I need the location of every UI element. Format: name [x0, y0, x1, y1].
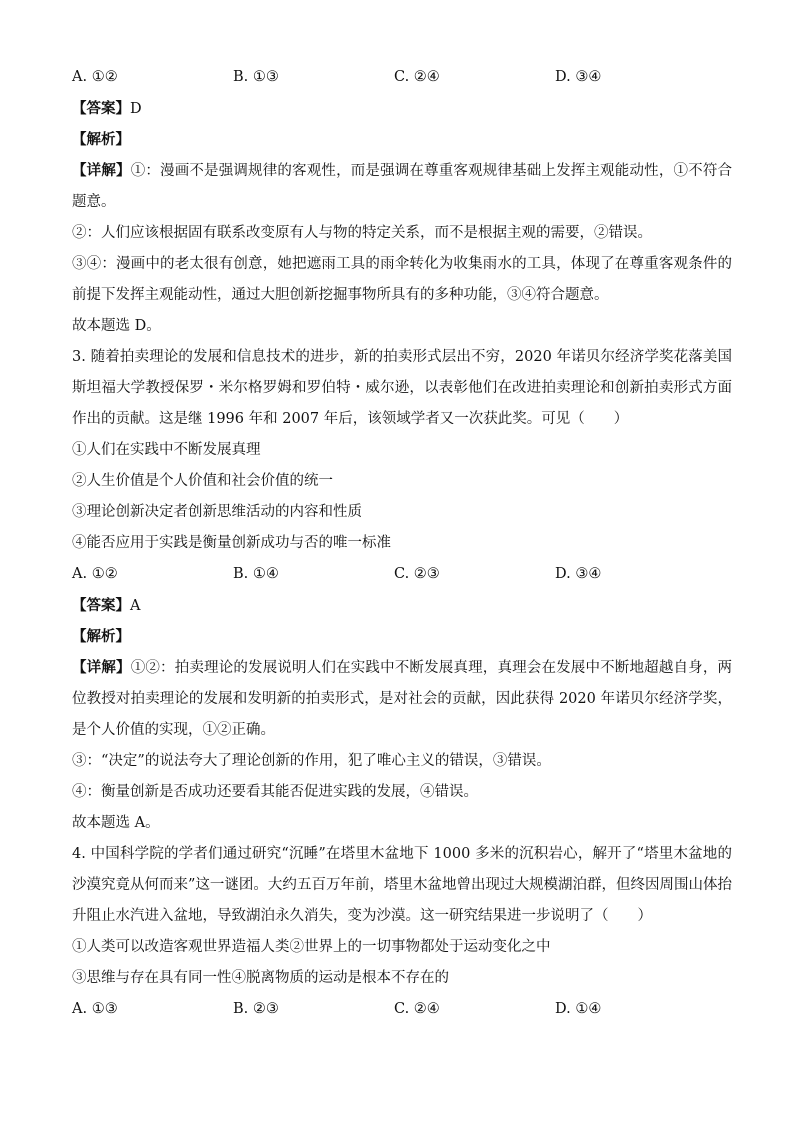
q3-answer [72, 590, 732, 621]
q2-option-d: D. ③④ [555, 69, 602, 85]
q3-answer-value: A [130, 598, 141, 614]
q4-option-c: C. ②④ [394, 1001, 440, 1017]
q4-option-a: A. ①③ [72, 1001, 118, 1017]
q2-option-a: A. ①② [72, 69, 118, 85]
q2-analysis [72, 124, 732, 155]
q3-statement-2: ②人生价值是个人价值和社会价值的统一 [72, 473, 333, 489]
q3-stem: 3. 随着拍卖理论的发展和信息技术的进步，新的拍卖形式层出不穷，2020 年诺贝尔经济学奖花落美国斯坦福大学教授保罗・米尔格罗姆和罗伯特・威尔逊，以表彰他们在改进拍卖理论和创新拍卖形式方面作出的贡献。这是继 1996 年和 2007 年后，该领域学者又一次获此奖。可见（ ） [72, 349, 732, 427]
q3-detail-2: ③：“决定”的说法夸大了理论创新的作用，犯了唯心主义的错误，③错误。 [72, 753, 551, 769]
q3-option-d: D. ③④ [555, 566, 602, 582]
q2-detail-3: ③④：漫画中的老太很有创意，她把遮雨工具的雨伞转化为收集雨水的工具，体现了在尊重客观条件的前提下发挥主观能动性，通过大胆创新挖掘事物所具有的多种功能，③④符合题意。 [72, 256, 732, 303]
q2-answer [72, 93, 732, 124]
q2-answer-value: D [130, 101, 142, 117]
exam-page [72, 62, 732, 1025]
q2-detail-1 [72, 155, 732, 218]
q3-statement-1: ①人们在实践中不断发展真理 [72, 442, 261, 458]
q3-analysis-label: 【解析】 [72, 628, 130, 645]
q4-option-d: D. ①④ [555, 1001, 602, 1017]
q2-conclusion: 故本题选 D。 [72, 318, 161, 334]
q2-detail-label: 【详解】 [72, 162, 131, 179]
q2-detail-2: ②：人们应该根据固有联系改变原有人与物的特定关系，而不是根据主观的需要，②错误。 [72, 225, 652, 241]
q4-options [72, 994, 732, 1025]
q3-conclusion: 故本题选 A。 [72, 815, 160, 831]
q4-statement-2: ③思维与存在具有同一性④脱离物质的运动是根本不存在的 [72, 970, 449, 986]
q2-analysis-label: 【解析】 [72, 131, 130, 148]
q4-option-b: B. ②③ [233, 1001, 279, 1017]
q3-option-c: C. ②③ [394, 566, 440, 582]
q2-detail-text-1: ①：漫画不是强调规律的客观性，而是强调在尊重客观规律基础上发挥主观能动性，①不符合题意。 [72, 163, 733, 210]
q3-detail-label: 【详解】 [72, 659, 131, 676]
q3-answer-label: 【答案】 [72, 597, 130, 614]
q3-options [72, 559, 732, 590]
q2-option-c: C. ②④ [394, 69, 440, 85]
q3-detail-text-1: ①②：拍卖理论的发展说明人们在实践中不断发展真理，真理会在发展中不断地超越自身，两位教授对拍卖理论的发展和发明新的拍卖形式，是对社会的贡献，因此获得 2020 年诺贝尔经济学奖，是个人价值的实现，①②正确。 [72, 660, 733, 738]
q3-option-a: A. ①② [72, 566, 118, 582]
q3-statement-3: ③理论创新决定者创新思维活动的内容和性质 [72, 504, 362, 520]
q3-statement-4: ④能否应用于实践是衡量创新成功与否的唯一标准 [72, 535, 391, 551]
q4-stem: 4. 中国科学院的学者们通过研究“沉睡”在塔里木盆地下 1000 多米的沉积岩心，解开了“塔里木盆地的沙漠究竟从何而来”这一谜团。大约五百万年前，塔里木盆地曾出现过大规模湖泊群，但终因周围山体抬升阻止水汽进入盆地，导致湖泊永久消失，变为沙漠。这一研究结果进一步说明了（ ） [72, 846, 732, 924]
q3-analysis [72, 621, 732, 652]
q2-options [72, 62, 732, 93]
q3-option-b: B. ①④ [233, 566, 279, 582]
q3-detail-3: ④：衡量创新是否成功还要看其能否促进实践的发展，④错误。 [72, 784, 478, 800]
q4-statement-1: ①人类可以改造客观世界造福人类②世界上的一切事物都处于运动变化之中 [72, 939, 551, 955]
q2-option-b: B. ①③ [233, 69, 279, 85]
q2-answer-label: 【答案】 [72, 100, 130, 117]
q3-detail-1 [72, 652, 732, 746]
